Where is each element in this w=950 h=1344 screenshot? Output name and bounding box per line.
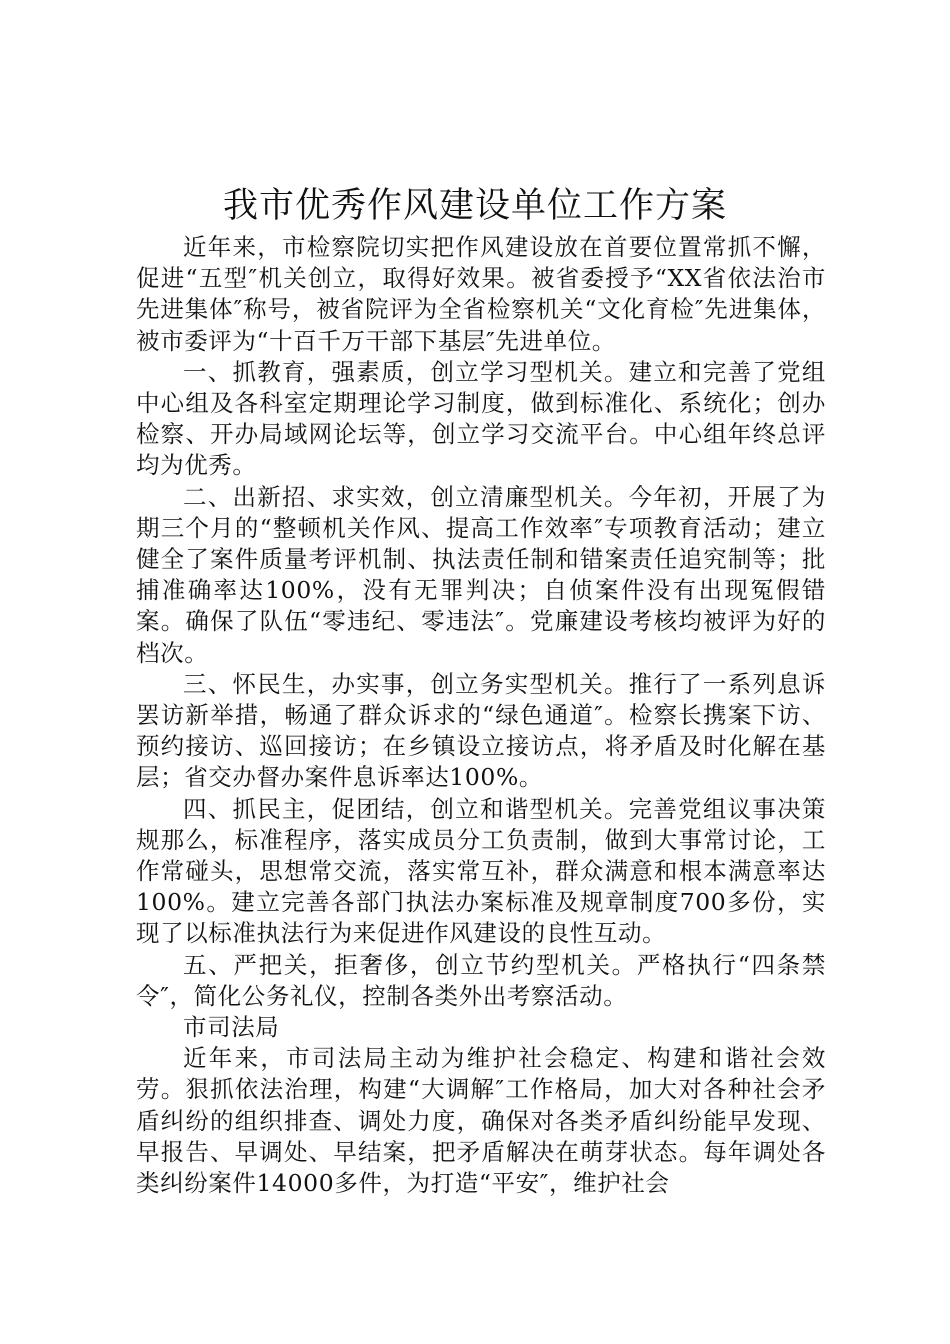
section-five-paragraph: 五、严把关，拒奢侈，创立节约型机关。严格执行“四条禁令″，简化公务礼仪，控制各类外出考察活动。 [136,950,826,1010]
section-four-paragraph: 四、抓民主，促团结，创立和谐型机关。完善党组议事决策规那么，标准程序，落实成员分工负责制，做到大事常讨论，工作常碰头，思想常交流，落实常互补，群众满意和根本满意率达100%。建立完善各部门执法办案标准及规章制度700多份，实现了以标准执法行为来促进作风建设的良性互动。 [136,794,826,948]
section-one-paragraph: 一、抓教育，强素质，创立学习型机关。建立和完善了党组中心组及各科室定期理论学习制度，做到标准化、系统化；创办检察、开办局域网论坛等，创立学习交流平台。中心组年终总评均为优秀。 [136,357,826,480]
justice-bureau-heading: 市司法局 [183,1013,280,1042]
justice-bureau-paragraph: 近年来，市司法局主动为维护社会稳定、构建和谐社会效劳。狠抓依法治理，构建“大调解″工作格局，加大对各种社会矛盾纠纷的组织排查、调处力度，确保对各类矛盾纠纷能早发现、早报告、早调处、早结案，把矛盾解决在萌芽状态。每年调处各类纠纷案件14000多件，为打造“平安″，维护社会 [136,1044,826,1198]
section-two-paragraph: 二、出新招、求实效，创立清廉型机关。今年初，开展了为期三个月的“整顿机关作风、提高工作效率″专项教育活动；建立健全了案件质量考评机制、执法责任制和错案责任追究制等；批捕准确率达100%，没有无罪判决；自侦案件没有出现冤假错案。确保了队伍“零违纪、零违法″。党廉建设考核均被评为好的档次。 [136,482,826,667]
document-body [136,232,826,1199]
intro-paragraph: 近年来，市检察院切实把作风建设放在首要位置常抓不懈，促进“五型″机关创立，取得好效果。被省委授予“XX省依法治市先进集体″称号，被省院评为全省检察机关“文化育检″先进集体，被市委评为“十百千万干部下基层″先进单位。 [136,233,826,355]
document-title: 我市优秀作风建设单位工作方案 [222,186,727,226]
section-three-paragraph: 三、怀民生，办实事，创立务实型机关。推行了一系列息诉罢访新举措，畅通了群众诉求的“绿色通道″。检察长携案下访、预约接访、巡回接访；在乡镇设立接访点，将矛盾及时化解在基层；省交办督办案件息诉率达100%。 [136,669,826,792]
